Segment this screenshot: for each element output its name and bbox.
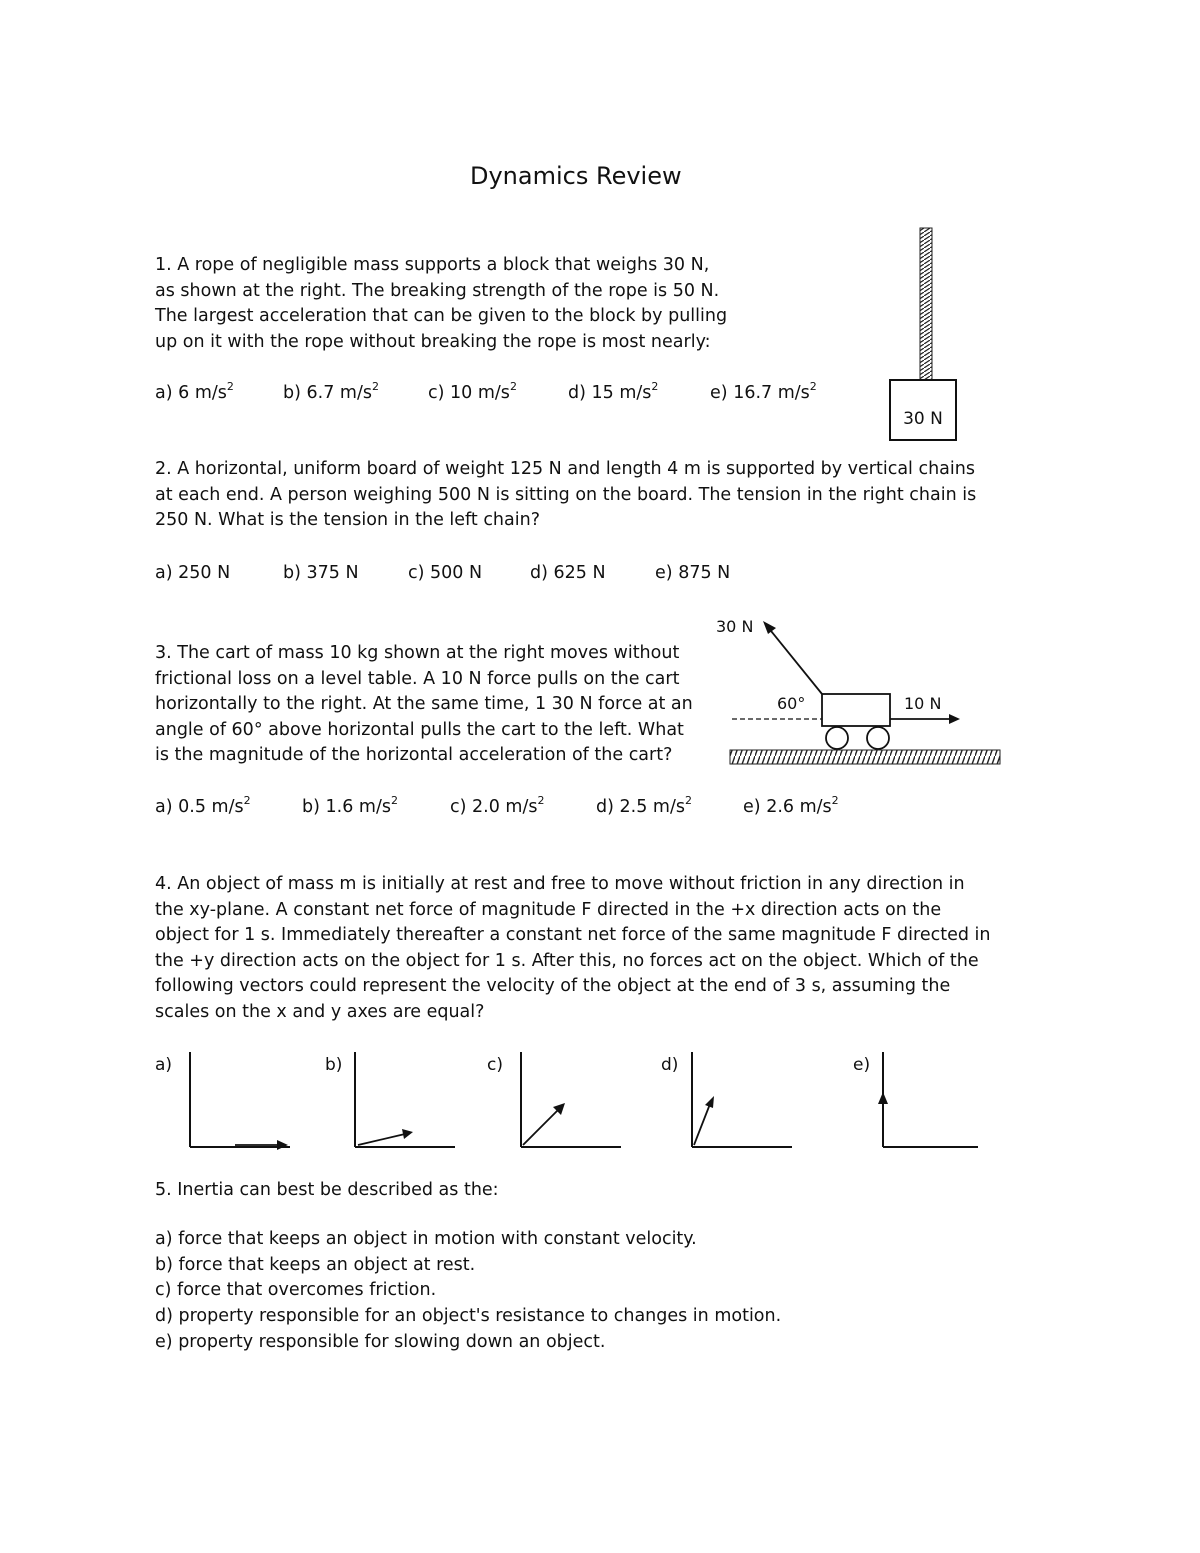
q3-force-right-label: 10 N	[904, 694, 942, 713]
page-title: Dynamics Review	[470, 162, 682, 190]
q2-option-a[interactable]: a) 250 N	[155, 563, 231, 583]
q3-option-b[interactable]: b) 1.6 $m/s^2$	[302, 794, 398, 817]
q4-option-a-label[interactable]: a)	[155, 1055, 173, 1075]
q5-option-e[interactable]: e) property responsible for slowing down an object.	[155, 1332, 606, 1352]
q5-option-b[interactable]: b) force that keeps an object at rest.	[155, 1255, 476, 1275]
q1-option-e[interactable]: e) 16.7 $m/s^2$	[710, 380, 817, 403]
q4-vector-b	[355, 1052, 455, 1147]
question-3-text: 3. The cart of mass 10 kg shown at the right moves without frictional loss on a level table. A 10 N force pulls on the cart horizontally to the right. At the same time, 1 30 N force at an angle of 60° above horizontal pulls the cart to the left. What is the magnitude of the horizontal acceleration of the cart?	[155, 643, 693, 765]
q5-option-a[interactable]: a) force that keeps an object in motion with constant velocity.	[155, 1229, 697, 1249]
question-2-text: 2. A horizontal, uniform board of weight 125 N and length 4 m is supported by vertical chains at each end. A person weighing 500 N is sitting on the board. The tension in the right chain is 250 N. What is the tension in the left chain?	[155, 459, 977, 530]
q4-vector-d	[692, 1052, 792, 1147]
q3-option-d[interactable]: d) 2.5 $m/s^2$	[596, 794, 692, 817]
q4-vector-c	[521, 1052, 621, 1147]
q4-option-b-label[interactable]: b)	[325, 1055, 343, 1075]
q3-option-a[interactable]: a) 0.5 $m/s^2$	[155, 794, 251, 817]
question-5-text: 5. Inertia can best be described as the:	[155, 1180, 499, 1200]
q5-option-d[interactable]: d) property responsible for an object's resistance to changes in motion.	[155, 1306, 782, 1326]
question-1-text: 1. A rope of negligible mass supports a block that weighs 30 N, as shown at the right. The breaking strength of the rope is 50 N. The largest acceleration that can be given to the block by pulling up on it with the rope without breaking the rope is most nearly:	[155, 255, 728, 352]
q1-option-b[interactable]: b) 6.7 $m/s^2$	[283, 380, 379, 403]
q1-block-label: 30 N	[903, 409, 943, 429]
q3-angle-label: 60°	[777, 694, 806, 713]
q1-option-d[interactable]: d) 15 $m/s^2$	[568, 380, 659, 403]
q4-option-d-label[interactable]: d)	[661, 1055, 679, 1075]
q4-vector-a	[190, 1052, 290, 1150]
q4-vector-e	[878, 1052, 978, 1147]
q3-option-e[interactable]: e) 2.6 $m/s^2$	[743, 794, 839, 817]
q5-option-c[interactable]: c) force that overcomes friction.	[155, 1280, 437, 1300]
q4-option-e-label[interactable]: e)	[853, 1055, 871, 1075]
q2-option-d[interactable]: d) 625 N	[530, 563, 606, 583]
q3-force-left-label: 30 N	[716, 617, 754, 636]
q1-option-c[interactable]: c) 10 $m/s^2$	[428, 380, 517, 403]
q2-option-e[interactable]: e) 875 N	[655, 563, 731, 583]
q1-option-a[interactable]: a) 6 $m/s^2$	[155, 380, 234, 403]
q3-option-c[interactable]: c) 2.0 $m/s^2$	[450, 794, 545, 817]
q4-option-c-label[interactable]: c)	[487, 1055, 503, 1075]
q2-option-b[interactable]: b) 375 N	[283, 563, 359, 583]
question-4-text: 4. An object of mass m is initially at rest and free to move without friction in any direction in the xy-plane. A constant net force of magnitude F directed in the +x direction acts on the object for 1 s. Immediately thereafter a constant net force of the same magnitude F directed in the +y direction acts on the object for 1 s. After this, no forces act on the object. Which of the following vectors could represent the velocity of the object at the end of 3 s, assuming the scales on the x and y axes are equal?	[155, 874, 991, 1022]
q2-option-c[interactable]: c) 500 N	[408, 563, 483, 583]
